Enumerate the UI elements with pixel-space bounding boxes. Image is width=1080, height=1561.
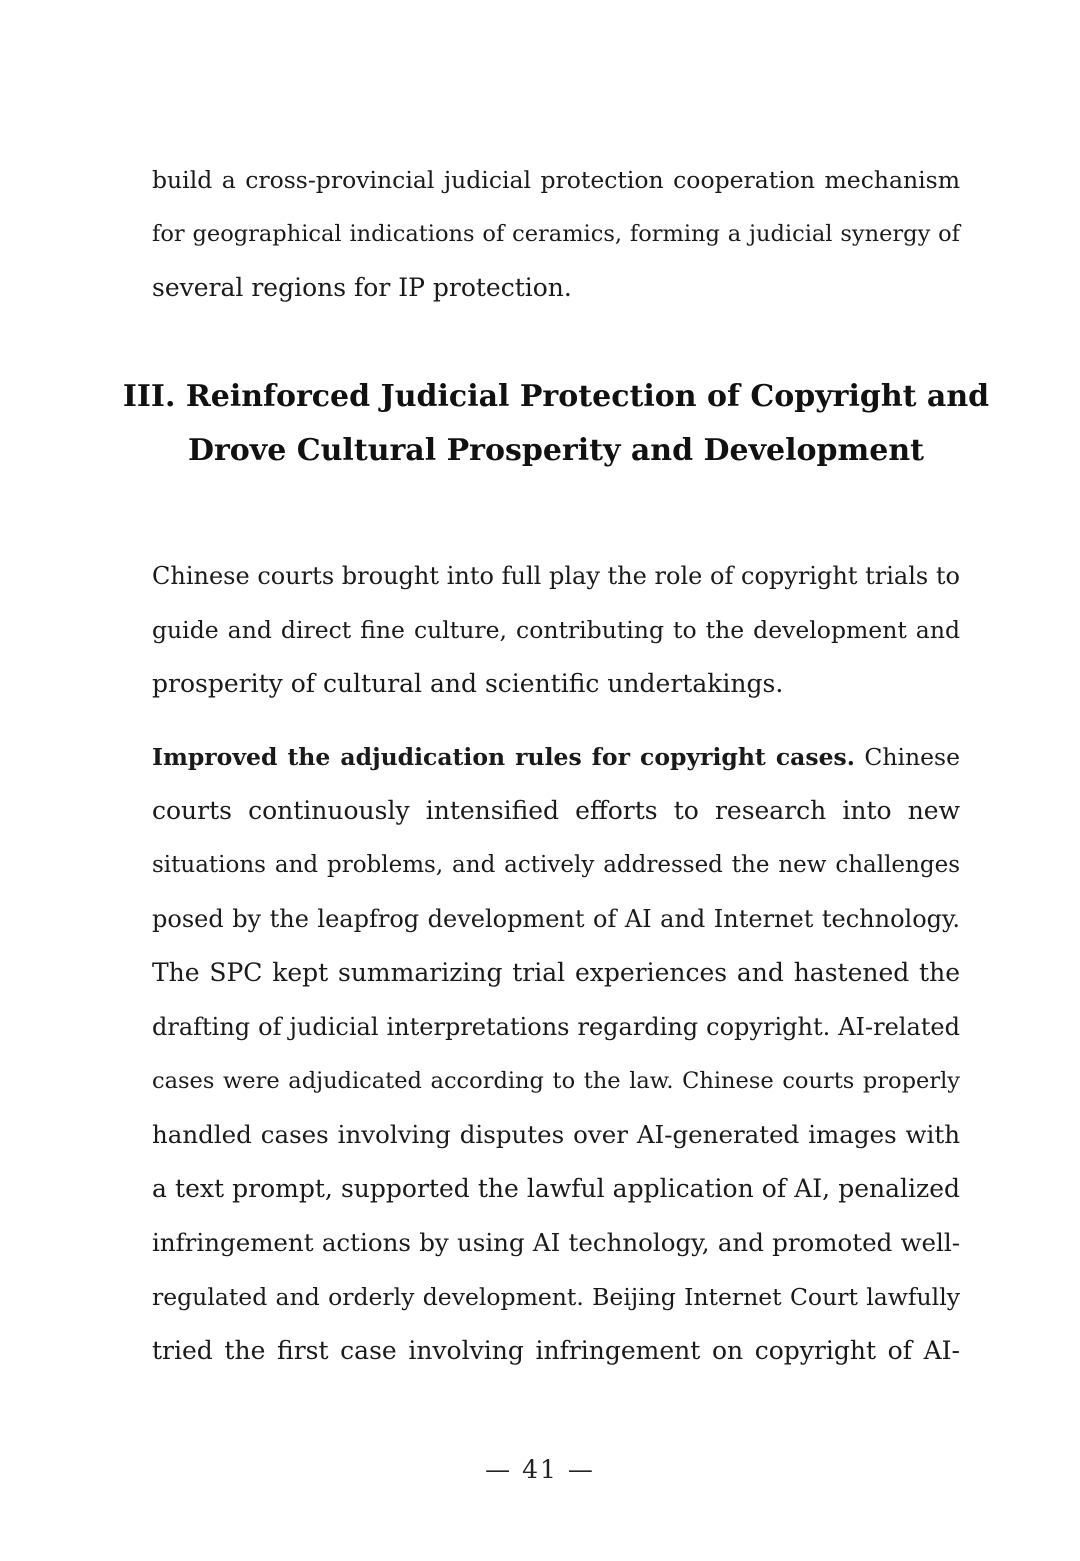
paragraph-line: The SPC kept summarizing trial experiences and hastened the: [152, 958, 960, 987]
intro-paragraph: [152, 153, 960, 315]
paragraph-line: posed by the leapfrog development of AI and Internet technology.: [152, 905, 960, 933]
heading-line: III. Reinforced Judicial Protection of Copyright and: [122, 379, 990, 414]
paragraph-line: infringement actions by using AI technology, and promoted well-: [152, 1228, 960, 1257]
paragraph-line: for geographical indications of ceramics, forming a judicial synergy of: [152, 221, 960, 247]
paragraph-first-line-rest: Chinese: [864, 743, 960, 771]
paragraph-line: handled cases involving disputes over AI-generated images with: [152, 1120, 960, 1149]
paragraph-line: tried the first case involving infringement on copyright of AI-: [152, 1336, 960, 1365]
paragraph-line: drafting of judicial interpretations regarding copyright. AI-related: [152, 1013, 960, 1041]
paragraph-line: cases were adjudicated according to the law. Chinese courts properly: [152, 1068, 960, 1094]
paragraph-line: build a cross-provincial judicial protection cooperation mechanism: [152, 166, 960, 194]
paragraph-line: several regions for IP protection.: [152, 273, 572, 302]
paragraph-line: prosperity of cultural and scientific undertakings.: [152, 669, 784, 698]
courts-paragraph: [152, 549, 960, 711]
copyright-rules-paragraph: [152, 730, 960, 1378]
paragraph-line: Chinese courts brought into full play the role of copyright trials to: [152, 562, 960, 590]
section-heading: [120, 370, 992, 478]
paragraph-lead-sentence: Improved the adjudication rules for copyright cases.: [152, 743, 855, 771]
paragraph-line: regulated and orderly development. Beijing Internet Court lawfully: [152, 1283, 960, 1311]
paragraph-first-line: [152, 730, 960, 784]
page-number: — 41 —: [485, 1455, 595, 1484]
heading-line: Drove Cultural Prosperity and Development: [187, 433, 925, 468]
paragraph-line: situations and problems, and actively addressed the new challenges: [152, 852, 960, 878]
paragraph-line: courts continuously intensified efforts to research into new: [152, 796, 960, 825]
paragraph-line: a text prompt, supported the lawful application of AI, penalized: [152, 1174, 960, 1203]
paragraph-line: guide and direct fine culture, contributing to the development and: [152, 616, 960, 644]
